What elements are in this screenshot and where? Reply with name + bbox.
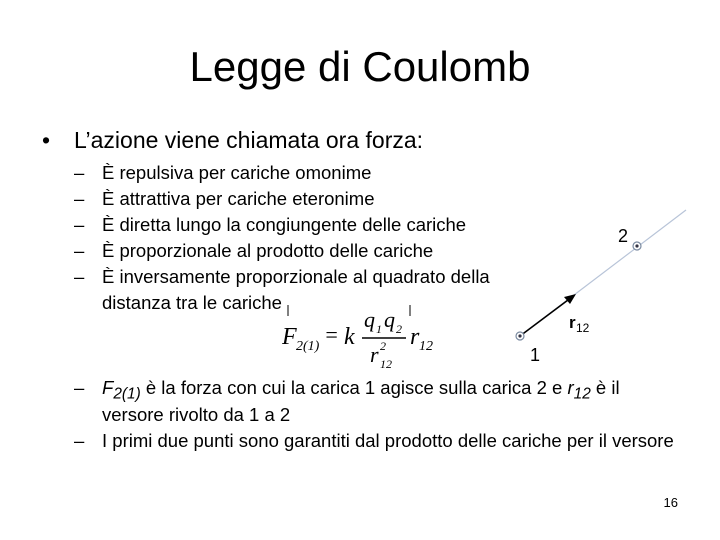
formula-F: F: [282, 324, 297, 350]
main-bullet-text: L’azione viene chiamata ora forza:: [74, 127, 424, 153]
page-number: 16: [663, 495, 678, 510]
dash-marker: –: [74, 214, 85, 235]
list-item: [74, 431, 674, 451]
formula-q2-sub: 2: [396, 322, 402, 336]
dash-marker: –: [74, 240, 85, 261]
dash-marker: –: [74, 377, 85, 398]
dash-marker: –: [74, 266, 85, 287]
dash-marker: –: [74, 429, 85, 451]
formula-q1: q: [364, 307, 375, 332]
force-sub: 2(1): [113, 385, 141, 403]
list-item: [74, 160, 514, 186]
list-item: [74, 378, 674, 425]
charge-2-center: [635, 244, 638, 247]
list-item-text: È attrattiva per cariche eteronime: [102, 188, 375, 209]
vector-label-sub: 12: [576, 321, 590, 335]
formula-q2: q: [384, 307, 395, 332]
formula-F-sub: 2(1): [296, 339, 320, 354]
slide-title: Legge di Coulomb: [189, 43, 531, 90]
list-item-text: È repulsiva per cariche omonime: [102, 162, 372, 183]
note-text: è la forza con cui la carica 1 agisce sulla carica 2 e: [140, 377, 568, 398]
charge-1-center: [518, 334, 521, 337]
unit-vector-arrow: [520, 297, 572, 336]
charge-2-label: 2: [618, 226, 629, 246]
formula-vec-r-sub: 12: [419, 339, 433, 354]
list-item-text: È proporzionale al prodotto delle cariche: [102, 240, 434, 261]
list-item: [74, 212, 514, 238]
list-item-text: È inversamente proporzionale al quadrato della distanza tra le cariche: [102, 266, 490, 313]
property-list: [74, 160, 514, 316]
formula-r: r: [370, 342, 379, 367]
formula-r-exp: 2: [380, 339, 386, 353]
list-item: [74, 238, 514, 264]
versor-symbol: r: [567, 377, 574, 398]
formula-r-sub: 12: [380, 357, 392, 370]
charge-diagram: [500, 200, 700, 370]
force-symbol: F: [102, 377, 114, 398]
dash-marker: –: [74, 188, 85, 209]
notes-list: [74, 378, 674, 457]
formula-k: k: [344, 324, 355, 350]
vector-label: r: [569, 313, 576, 332]
list-item-text: È diretta lungo la congiungente delle cariche: [102, 214, 467, 235]
formula-equals: =: [324, 322, 339, 347]
formula-q1-sub: 1: [376, 322, 382, 336]
list-item: [74, 186, 514, 212]
bullet-dot: •: [42, 127, 51, 153]
note-text: è il versore rivolto da 1 a 2: [102, 377, 620, 425]
note-text: I primi due punti sono garantiti dal prodotto delle cariche per il versore: [102, 429, 674, 451]
charge-1-label: 1: [530, 345, 541, 365]
dash-marker: –: [74, 162, 85, 183]
versor-sub: 12: [573, 385, 591, 403]
formula-vec-r: r: [410, 324, 420, 350]
coulomb-formula: [282, 302, 442, 370]
main-bullet: [42, 126, 423, 154]
